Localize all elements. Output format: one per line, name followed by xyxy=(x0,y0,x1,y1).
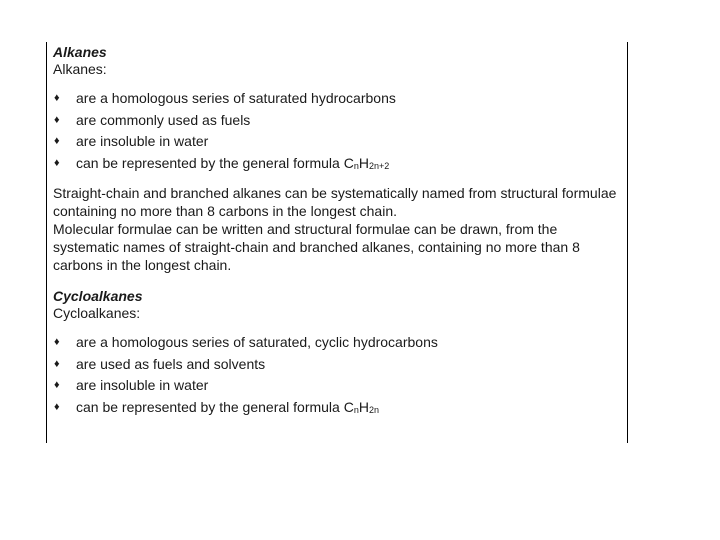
alkanes-intro: Alkanes: xyxy=(53,61,107,77)
alkanes-naming-paragraph: Straight-chain and branched alkanes can be systematically named from structural formulae containing no more than 8 carbons in the longest chain. Molecular formulae can be written and structural formulae can be drawn, from the systematic names of straight-chain and branched alkanes, containing no more than 8 carbons in the longest chain. xyxy=(53,185,617,273)
cycloalkanes-intro: Cycloalkanes: xyxy=(53,305,141,321)
diamond-bullet-icon: ♦ xyxy=(54,336,60,348)
cycloalkanes-bullet-list xyxy=(53,332,623,418)
list-item: ♦ are insoluble in water xyxy=(53,375,623,397)
list-item: ♦ are a homologous series of saturated hydrocarbons xyxy=(53,88,623,110)
document-content xyxy=(53,44,623,418)
diamond-bullet-icon: ♦ xyxy=(54,357,60,370)
diamond-bullet-icon: ♦ xyxy=(54,113,60,126)
list-item-formula: ♦ can be represented by the general formula $C_nH_{2n}$ xyxy=(53,397,623,419)
diamond-bullet-icon: ♦ xyxy=(54,92,60,104)
diamond-bullet-icon: ♦ xyxy=(54,135,60,147)
alkanes-bullet-list xyxy=(53,88,623,174)
alkanes-heading: Alkanes xyxy=(53,44,107,60)
diamond-bullet-icon: ♦ xyxy=(54,156,60,169)
diamond-bullet-icon: ♦ xyxy=(54,400,60,413)
list-item-formula: ♦ can be represented by the general formula $C_nH_{2n+2}$ xyxy=(53,153,623,175)
list-item: ♦ are commonly used as fuels xyxy=(53,110,623,132)
cycloalkanes-heading: Cycloalkanes xyxy=(53,288,143,304)
list-item: ♦ are a homologous series of saturated, cyclic hydrocarbons xyxy=(53,332,623,354)
list-item: ♦ are insoluble in water xyxy=(53,131,623,153)
diamond-bullet-icon: ♦ xyxy=(54,379,60,391)
list-item: ♦ are used as fuels and solvents xyxy=(53,354,623,376)
